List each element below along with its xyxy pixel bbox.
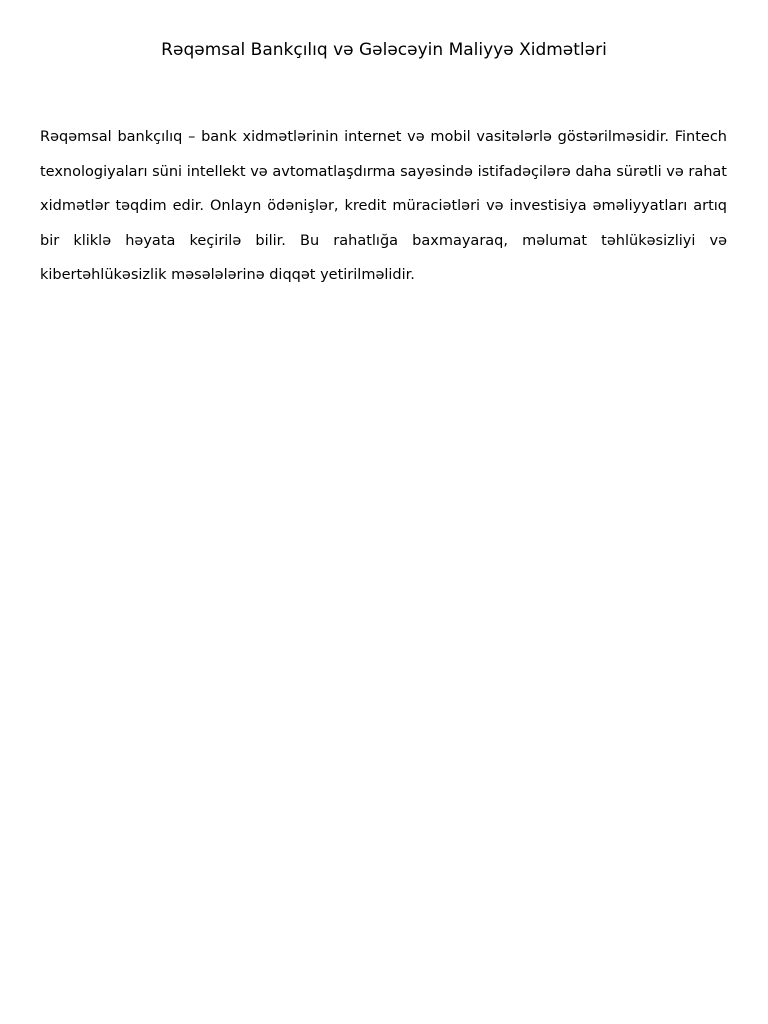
document-paragraph: Rəqəmsal bankçılıq – bank xidmətlərinin internet və mobil vasitələrlə göstərilməsidir. Fintech texnologiyaları süni intellekt və avtomatlaşdırma sayəsində istifadəçilərə daha sürətli və rahat xidmətlər təqdim edir. Onlayn ödənişlər, kredit müraciətləri və investisiya əməliyyatları artıq bir kliklə həyata keçirilə bilir. Bu rahatlığa baxmayaraq, məlumat təhlükəsizliyi və kibertəhlükəsizlik məsələlərinə diqqət yetirilməlidir.: [40, 129, 727, 283]
document-title: Rəqəmsal Bankçılıq və Gələcəyin Maliyyə Xidmətləri: [161, 40, 607, 60]
